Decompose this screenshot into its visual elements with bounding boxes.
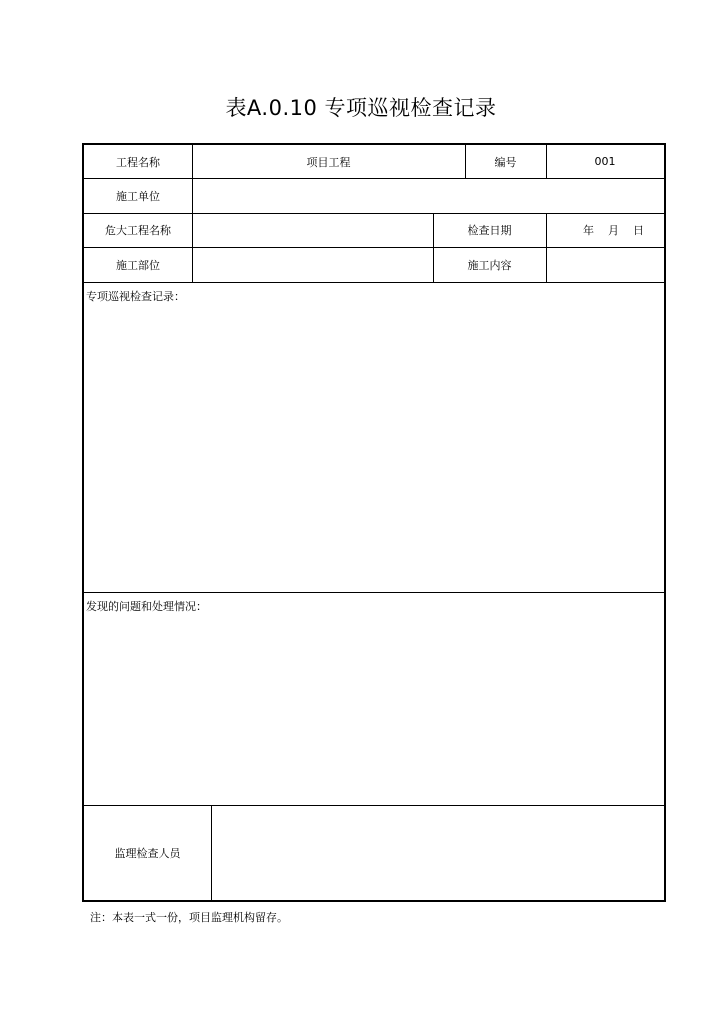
number-label: 编号 [494,155,517,169]
project-name-label: 工程名称 [116,155,160,169]
inspection-record-label: 专项巡视检查记录： [86,290,185,303]
hazardous-project-value[interactable] [192,213,433,247]
construction-content-value[interactable] [546,247,664,282]
problems-area[interactable] [84,617,664,803]
page-title: 表A.0.10 专项巡视检查记录 [225,96,497,120]
construction-unit-value[interactable] [192,178,664,213]
project-name-value[interactable]: 项目工程 [306,155,351,169]
number-value[interactable]: 001 [594,155,616,168]
section-divider [84,592,664,593]
footer-note: 注：本表一式一份，项目监理机构留存。 [90,911,288,924]
construction-content-label: 施工内容 [467,258,512,272]
construction-part-label: 施工部位 [116,258,160,272]
row-divider [84,282,664,283]
construction-unit-label: 施工单位 [116,189,160,203]
inspection-record-area[interactable] [84,307,664,590]
problems-label: 发现的问题和处理情况： [86,600,207,613]
inspection-form [82,143,666,902]
inspection-date-value[interactable]: 年 月 日 [583,224,644,237]
inspector-label: 监理检查人员 [114,846,181,860]
hazardous-project-label: 危大工程名称 [105,224,171,237]
construction-part-value[interactable] [192,247,433,282]
inspector-signature-area[interactable] [211,805,664,900]
inspection-date-label: 检查日期 [467,224,512,237]
